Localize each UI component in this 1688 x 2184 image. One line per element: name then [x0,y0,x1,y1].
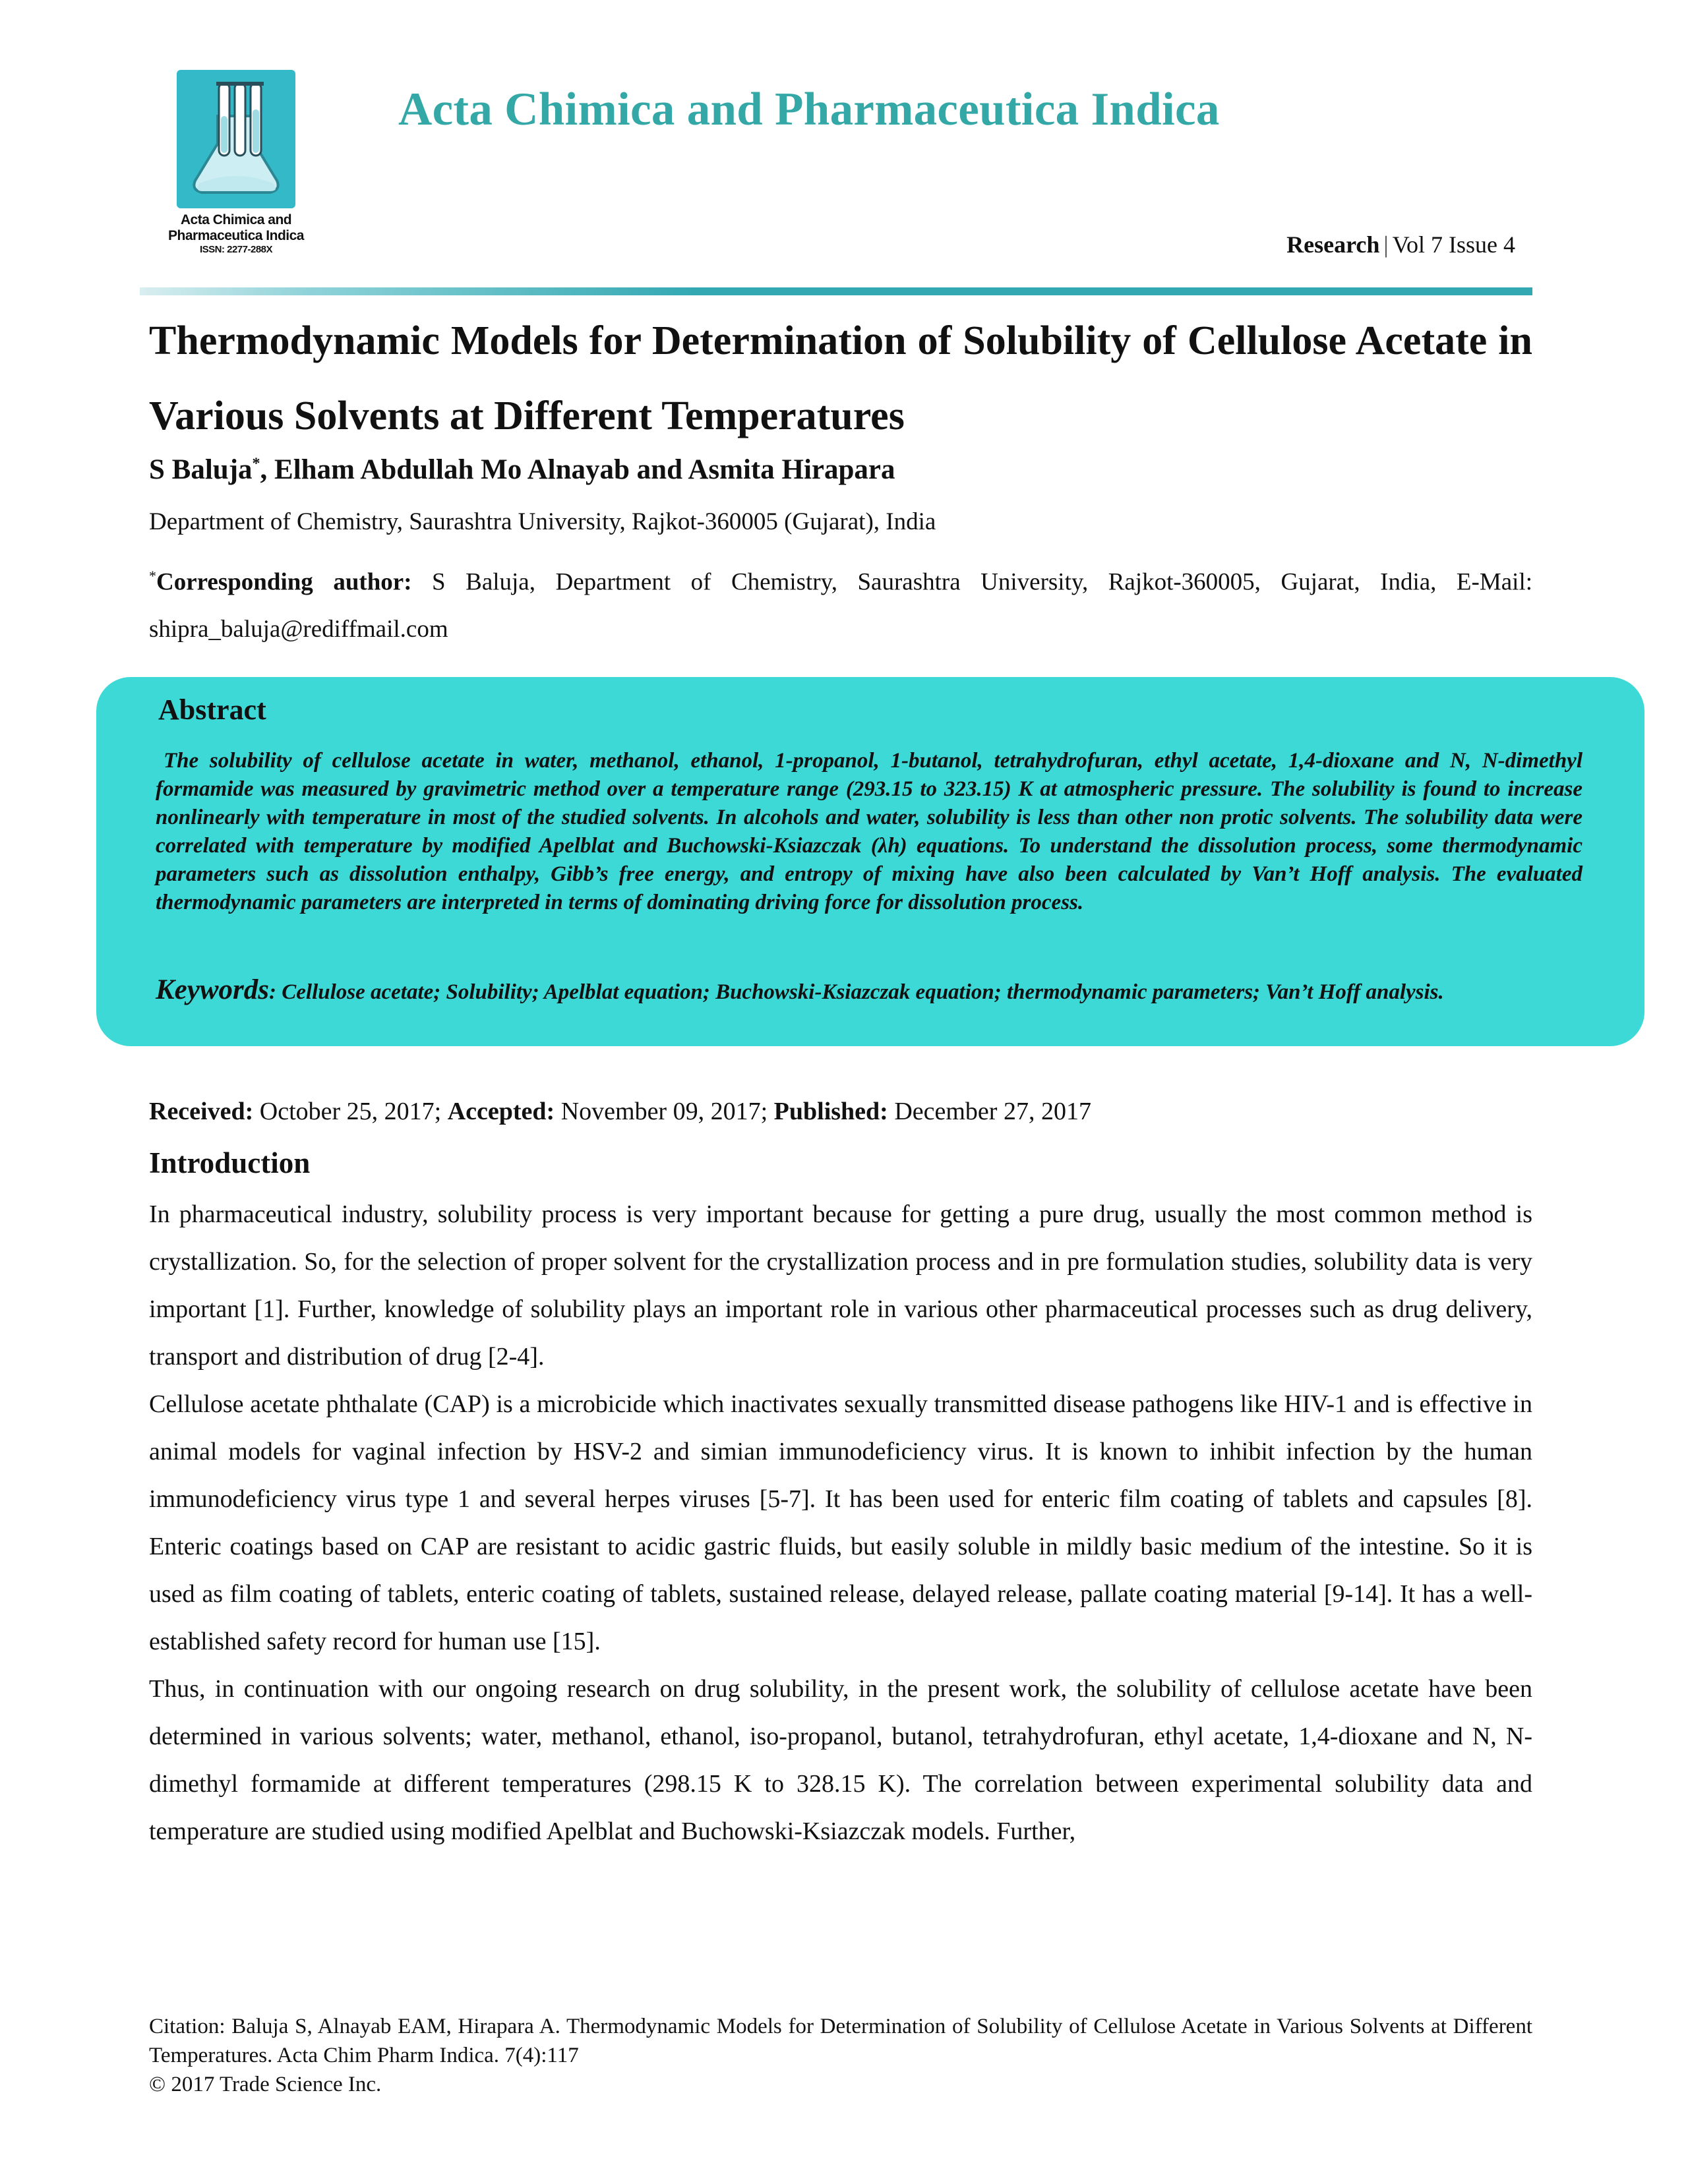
corresponding-label: Corresponding author: [156,568,412,596]
logo-caption-line1: Acta Chimica and [180,212,292,227]
introduction-heading: Introduction [149,1146,311,1179]
citation-text: Citation: Baluja S, Alnayab EAM, Hirapara A. Thermodynamic Models for Determination of Solubility of Cellulose Acetate in Various Solvents at Different Temperatures. Acta Chim Pharm Indica. 7(4):117 [149,2015,1532,2067]
logo-caption-line2: Pharmaceutica Indica [168,228,304,243]
copyright: © 2017 Trade Science Inc. [149,2073,382,2096]
keywords [156,975,1586,1007]
accepted-date: November 09, 2017; [555,1098,774,1125]
citation-footer [149,2012,1532,2099]
published-date: December 27, 2017 [888,1098,1091,1125]
corresponding-author [149,552,1532,653]
abstract-text: The solubility of cellulose acetate in water, methanol, ethanol, 1-propanol, 1-butanol, tetrahydrofuran, ethyl acetate, 1,4-dioxane and N, N-dimethyl formamide was measured by gravimetric method over a temperature range (293.15 to 323.15) K at atmospheric pressure. The solubility is found to increase nonlinearly with temperature in most of the studied solvents. In alcohols and water, solubility is less than other non protic solvents. The solubility data were correlated with temperature by modified Apelblat and Buchowski-Ksiazczak (λh) equations. To understand the dissolution process, some thermodynamic parameters such as dissolution enthalpy, Gibb’s free energy, and entropy of mixing have also been calculated by Van’t Hoff analysis. The evaluated thermodynamic parameters are interpreted in terms of dominating driving force for dissolution process. [156,749,1582,914]
introduction-body [149,1191,1532,1855]
publication-dates [149,1097,1091,1126]
test-tube-flask-icon [177,70,295,208]
received-date: October 25, 2017; [253,1098,448,1125]
logo-caption [158,212,314,256]
accepted-label: Accepted: [447,1098,555,1125]
header-rule [140,287,1532,295]
journal-name: Acta Chimica and Pharmaceutica Indica [398,84,1220,135]
issue-line [1286,231,1515,258]
published-label: Published: [773,1098,888,1125]
corresponding-marker: * [149,568,156,584]
article-type: Research [1286,231,1380,258]
intro-paragraph: Thus, in continuation with our ongoing research on drug solubility, in the present work, the solubility of cellulose acetate have been determined in various solvents; water, methanol, ethanol, iso-propanol, butanol, tetrahydrofuran, ethyl acetate, 1,4-dioxane and N, N- dimethyl formamide at different temperatures (298.15 K to 328.15 K). The correlation between experimental solubility data and temperature are studied using modified Apelblat and Buchowski-Ksiazczak models. Further, [149,1675,1532,1845]
corresponding-text: S Baluja, Department of Chemistry, Saurashtra University, Rajkot-360005, Gujarat, India, E-Mail: shipra_baluja@rediffmail.com [149,568,1533,643]
issue-separator: | [1383,231,1389,258]
authors [149,454,895,486]
article-title: Thermodynamic Models for Determination of Solubility of Cellulose Acetate in Various Solvents at Different Temperatures [149,318,1532,438]
author-others: , Elham Abdullah Mo Alnayab and Asmita Hirapara [260,454,895,485]
abstract-box [96,677,1644,1046]
received-label: Received: [149,1098,254,1125]
affiliation: Department of Chemistry, Saurashtra University, Rajkot-360005 (Gujarat), India [149,508,936,535]
author-marker: * [252,455,260,473]
logo-issn: ISSN: 2277-288X [199,244,273,255]
keywords-label: Keywords [156,974,269,1005]
journal-logo [177,70,295,208]
keywords-text: : Cellulose acetate; Solubility; Apelblat equation; Buchowski-Ksiazczak equation; thermodynamic parameters; Van’t Hoff analysis. [269,980,1444,1004]
intro-paragraph: Cellulose acetate phthalate (CAP) is a microbicide which inactivates sexually transmitted disease pathogens like HIV-1 and is effective in animal models for vaginal infection by HSV-2 and simian immunodeficiency virus. It is known to inhibit infection by the human immunodeficiency virus type 1 and several herpes viruses [5-7]. It has been used for enteric film coating of tablets and capsules [8]. Enteric coatings based on CAP are resistant to acidic gastric fluids, but easily soluble in mildly basic medium of the intestine. So it is used as film coating of tablets, enteric coating of tablets, sustained release, delayed release, pallate coating material [9-14]. It has a well-established safety record for human use [15]. [149,1390,1532,1655]
intro-paragraph: In pharmaceutical industry, solubility process is very important because for getting a pure drug, usually the most common method is crystallization. So, for the selection of proper solvent for the crystallization process and in pre formulation studies, solubility data is very important [1]. Further, knowledge of solubility plays an important role in various other pharmaceutical processes such as drug delivery, transport and distribution of drug [2-4]. [149,1200,1532,1371]
volume-issue: Vol 7 Issue 4 [1392,231,1515,258]
author-primary: S Baluja [149,454,253,485]
abstract-heading: Abstract [158,694,266,726]
